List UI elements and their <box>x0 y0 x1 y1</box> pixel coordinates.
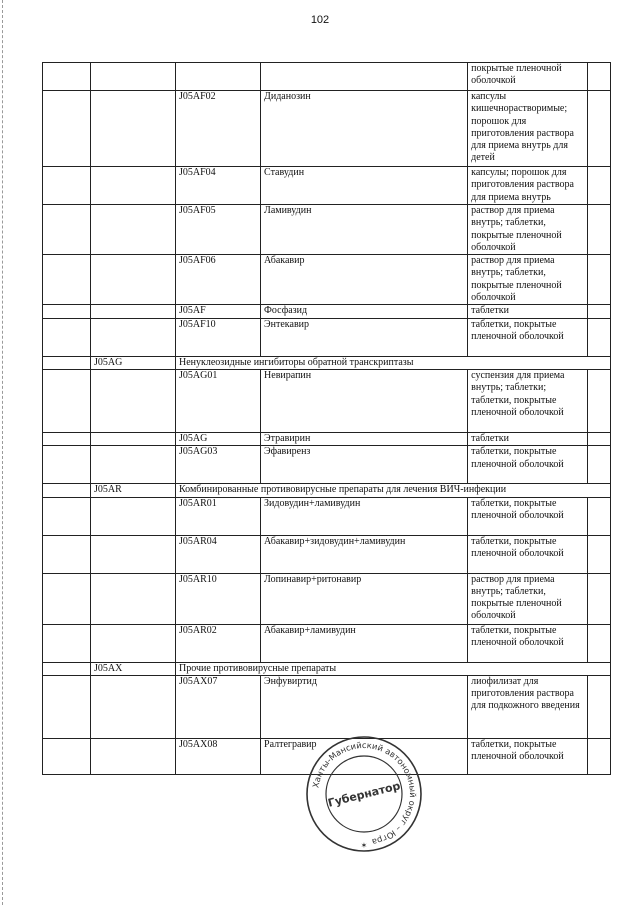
dosage-form-cell: раствор для приема внутрь; таблетки, покрытые пленочной оболочкой <box>468 205 588 255</box>
dosage-form-cell: капсулы кишечнорастворимые; порошок для приготовления раствора для приема внутрь для детей <box>468 91 588 167</box>
blank-cell <box>90 573 175 624</box>
dosage-form-cell: таблетки <box>468 305 588 318</box>
blank-cell <box>90 675 175 738</box>
drug-name-cell: Фосфазид <box>261 305 468 318</box>
atc-code-cell: J05AG01 <box>176 369 261 432</box>
dosage-form-cell: раствор для приема внутрь; таблетки, покрытые пленочной оболочкой <box>468 573 588 624</box>
blank-cell <box>43 446 91 484</box>
page-number: 102 <box>310 14 330 26</box>
dosage-form-cell: капсулы; порошок для приготовления раствора для приема внутрь <box>468 167 588 205</box>
blank-cell <box>43 167 91 205</box>
blank-cell <box>588 305 611 318</box>
blank-cell <box>43 205 91 255</box>
group-title-cell: Комбинированные противовирусные препараты для лечения ВИЧ-инфекции <box>176 484 611 497</box>
left-margin-line <box>2 0 3 905</box>
blank-cell <box>43 675 91 738</box>
blank-cell <box>588 497 611 535</box>
blank-cell <box>43 624 91 662</box>
drug-name-cell: Зидовудин+ламивудин <box>261 497 468 535</box>
dosage-form-cell: таблетки, покрытые пленочной оболочкой <box>468 535 588 573</box>
blank-cell <box>588 446 611 484</box>
drug-name-cell <box>261 63 468 91</box>
atc-code-cell: J05AR10 <box>176 573 261 624</box>
table-row <box>43 91 611 167</box>
atc-code-cell: J05AR02 <box>176 624 261 662</box>
group-header-row <box>43 662 611 675</box>
blank-cell <box>588 205 611 255</box>
blank-cell <box>43 318 91 356</box>
atc-code-cell <box>176 63 261 91</box>
table-row <box>43 624 611 662</box>
atc-code-cell: J05AR04 <box>176 535 261 573</box>
blank-cell <box>43 497 91 535</box>
atc-code-cell: J05AF <box>176 305 261 318</box>
blank-cell <box>588 167 611 205</box>
drug-name-cell: Невирапин <box>261 369 468 432</box>
dosage-form-cell: таблетки, покрытые пленочной оболочкой <box>468 446 588 484</box>
drug-table <box>42 62 611 775</box>
table-row <box>43 497 611 535</box>
table-row <box>43 205 611 255</box>
blank-cell <box>43 369 91 432</box>
blank-cell <box>588 624 611 662</box>
drug-name-cell: Ставудин <box>261 167 468 205</box>
blank-cell <box>588 318 611 356</box>
blank-cell <box>588 573 611 624</box>
governor-seal <box>305 735 423 853</box>
blank-cell <box>43 738 91 774</box>
blank-cell <box>90 535 175 573</box>
blank-cell <box>43 63 91 91</box>
group-title-cell: Прочие противовирусные препараты <box>176 662 611 675</box>
table-row <box>43 432 611 445</box>
blank-cell <box>90 255 175 305</box>
dosage-form-cell: лиофилизат для приготовления раствора для подкожного введения <box>468 675 588 738</box>
table-row <box>43 255 611 305</box>
atc-code-cell: J05AF04 <box>176 167 261 205</box>
blank-cell <box>90 432 175 445</box>
blank-cell <box>588 63 611 91</box>
group-code-cell: J05AR <box>90 484 175 497</box>
dosage-form-cell: суспензия для приема внутрь; таблетки; таблетки, покрытые пленочной оболочкой <box>468 369 588 432</box>
blank-cell <box>90 497 175 535</box>
blank-cell <box>90 91 175 167</box>
group-code-cell: J05AG <box>90 356 175 369</box>
drug-name-cell: Абакавир+зидовудин+ламивудин <box>261 535 468 573</box>
blank-cell <box>90 167 175 205</box>
atc-code-cell: J05AF02 <box>176 91 261 167</box>
atc-code-cell: J05AG <box>176 432 261 445</box>
dosage-form-cell: таблетки, покрытые пленочной оболочкой <box>468 318 588 356</box>
blank-cell <box>90 305 175 318</box>
atc-code-cell: J05AF05 <box>176 205 261 255</box>
dosage-form-cell: таблетки <box>468 432 588 445</box>
blank-cell <box>90 205 175 255</box>
drug-name-cell: Абакавир+ламивудин <box>261 624 468 662</box>
blank-cell <box>43 91 91 167</box>
blank-cell <box>90 369 175 432</box>
dosage-form-cell: таблетки, покрытые пленочной оболочкой <box>468 738 588 774</box>
group-code-cell: J05AX <box>90 662 175 675</box>
drug-name-cell: Энфувиртид <box>261 675 468 738</box>
drug-name-cell: Лопинавир+ритонавир <box>261 573 468 624</box>
drug-name-cell: Ламивудин <box>261 205 468 255</box>
table-row <box>43 63 611 91</box>
blank-cell <box>588 675 611 738</box>
dosage-form-cell: покрытые пленочной оболочкой <box>468 63 588 91</box>
table-row <box>43 318 611 356</box>
table-row <box>43 446 611 484</box>
blank-cell <box>90 446 175 484</box>
group-header-row <box>43 356 611 369</box>
blank-cell <box>43 432 91 445</box>
blank-cell <box>588 369 611 432</box>
table-row <box>43 535 611 573</box>
atc-code-cell: J05AX08 <box>176 738 261 774</box>
atc-code-cell: J05AG03 <box>176 446 261 484</box>
drug-name-cell: Диданозин <box>261 91 468 167</box>
blank-cell <box>588 432 611 445</box>
drug-name-cell: Абакавир <box>261 255 468 305</box>
dosage-form-cell: таблетки, покрытые пленочной оболочкой <box>468 497 588 535</box>
blank-cell <box>90 318 175 356</box>
atc-code-cell: J05AX07 <box>176 675 261 738</box>
blank-cell <box>90 738 175 774</box>
blank-cell <box>588 535 611 573</box>
blank-cell <box>43 305 91 318</box>
blank-cell <box>588 255 611 305</box>
table-row <box>43 573 611 624</box>
atc-code-cell: J05AF10 <box>176 318 261 356</box>
seal-ring-text: Ханты-Мансийский автономный округ – Югра <box>310 739 419 848</box>
atc-code-cell: J05AF06 <box>176 255 261 305</box>
group-header-row <box>43 484 611 497</box>
seal-star-icon: ✶ <box>360 841 368 850</box>
blank-cell <box>43 573 91 624</box>
blank-cell <box>43 255 91 305</box>
blank-cell <box>43 484 91 497</box>
table-row <box>43 167 611 205</box>
table-row <box>43 305 611 318</box>
seal-center-text: Губернатор <box>326 779 402 810</box>
drug-name-cell: Энтекавир <box>261 318 468 356</box>
blank-cell <box>43 535 91 573</box>
blank-cell <box>43 662 91 675</box>
drug-name-cell: Этравирин <box>261 432 468 445</box>
dosage-form-cell: таблетки, покрытые пленочной оболочкой <box>468 624 588 662</box>
atc-code-cell: J05AR01 <box>176 497 261 535</box>
blank-cell <box>43 356 91 369</box>
blank-cell <box>588 91 611 167</box>
blank-cell <box>588 738 611 774</box>
drug-name-cell: Эфавиренз <box>261 446 468 484</box>
table-row <box>43 675 611 738</box>
dosage-form-cell: раствор для приема внутрь; таблетки, покрытые пленочной оболочкой <box>468 255 588 305</box>
blank-cell <box>90 624 175 662</box>
group-title-cell: Ненуклеозидные ингибиторы обратной транскриптазы <box>176 356 611 369</box>
table-row <box>43 369 611 432</box>
drug-name-cell: Ралтегравир <box>261 738 468 774</box>
drug-table-body <box>43 63 611 775</box>
blank-cell <box>90 63 175 91</box>
